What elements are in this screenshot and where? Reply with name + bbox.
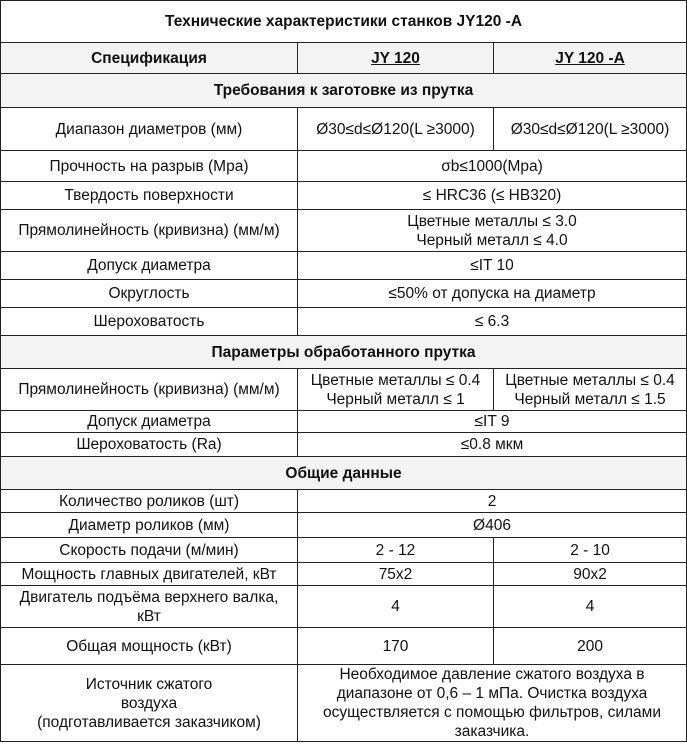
row-value-jy120: Ø30≤d≤Ø120(L ≥3000) [298,108,494,151]
table-row [1,513,687,538]
header-model-jy120a-label: JY 120 -A [555,49,625,67]
value-line: диапазоне от 0,6 – 1 мПа. Очистка воздуха [336,685,648,702]
label-line: (подготавливается заказчиком) [37,713,261,731]
header-spec: Спецификация [1,43,298,74]
table-row [1,433,687,457]
table-row [1,628,687,665]
table-row [1,108,687,151]
row-label: Общая мощность (кВт) [1,628,298,665]
value-line: Черный металл ≤ 1.5 [514,390,666,408]
table-row [1,490,687,513]
section-title-blank-requirements: Требования к заготовке из прутка [1,74,687,108]
row-value-shared: ≤ 6.3 [298,308,687,336]
table-row [1,151,687,182]
row-label [1,665,298,742]
row-label: Шероховатость (Ra) [1,433,298,457]
row-label: Допуск диаметра [1,252,298,280]
row-value-jy120 [298,369,494,411]
row-value-shared: 2 [298,490,687,513]
label-line: воздуха [120,694,178,712]
table-row [1,182,687,210]
value-line: Цветные металлы ≤ 0.4 [310,371,481,389]
row-value-jy120: 2 - 12 [298,538,494,563]
row-value-jy120a: Ø30≤d≤Ø120(L ≥3000) [494,108,687,151]
row-label: Скорость подачи (м/мин) [1,538,298,563]
row-value-shared: ≤IT 9 [298,411,687,433]
value-line: Черный металл ≤ 4.0 [416,231,568,249]
table-row [1,369,687,411]
value-line: заказчика. [454,723,530,740]
row-label: Твердость поверхности [1,182,298,210]
header-model-jy120 [298,43,494,74]
table-row [1,280,687,308]
row-label: Диаметр роликов (мм) [1,513,298,538]
table-title: Технические характеристики станков JY120 -A [1,1,687,43]
row-label: Количество роликов (шт) [1,490,298,513]
row-label: Допуск диаметра [1,411,298,433]
table-row [1,252,687,280]
row-value-jy120: 75x2 [298,563,494,586]
row-label [1,586,298,628]
table-row [1,308,687,336]
row-value-shared: ≤ HRC36 (≤ HB320) [298,182,687,210]
row-value-shared [298,665,687,742]
section-title-general-data: Общие данные [1,457,687,490]
table-row [1,665,687,742]
table-row [1,538,687,563]
value-line: Цветные металлы ≤ 0.4 [505,371,675,389]
row-value-shared: σb≤1000(Mpa) [298,151,687,182]
row-value-shared: ≤50% от допуска на диаметр [298,280,687,308]
section-title-processed-bar: Параметры обработанного прутка [1,336,687,369]
row-label: Шероховатость [1,308,298,336]
label-line: Источник сжатого [85,675,213,693]
row-label: Прямолинейность (кривизна) (мм/м) [1,369,298,411]
value-line: осуществляется с помощью фильтров, силами [323,704,661,721]
row-value-shared: ≤IT 10 [298,252,687,280]
value-line: Необходимое давление сжатого воздуха в [339,666,645,683]
label-line: Двигатель подъёма верхнего валка, [19,588,279,606]
row-value-shared: ≤0.8 мкм [298,433,687,457]
row-value-jy120a: 4 [494,586,687,628]
header-model-jy120a [494,43,687,74]
label-line: кВт [137,607,161,625]
table-row [1,411,687,433]
row-value-shared: Ø406 [298,513,687,538]
row-label: Округлость [1,280,298,308]
table-row [1,210,687,252]
value-line: Черный металл ≤ 1 [326,390,465,408]
row-value-jy120: 170 [298,628,494,665]
row-label: Прямолинейность (кривизна) (мм/м) [1,210,298,252]
row-label: Мощность главных двигателей, кВт [1,563,298,586]
row-label: Прочность на разрыв (Mpa) [1,151,298,182]
row-value-jy120a [494,369,687,411]
table-row [1,586,687,628]
row-value-jy120a: 2 - 10 [494,538,687,563]
header-model-jy120-label: JY 120 [371,49,420,67]
row-value-jy120: 4 [298,586,494,628]
row-value-shared [298,210,687,252]
table-row [1,563,687,586]
row-label: Диапазон диаметров (мм) [1,108,298,151]
value-line: Цветные металлы ≤ 3.0 [407,212,577,230]
row-value-jy120a: 200 [494,628,687,665]
row-value-jy120a: 90x2 [494,563,687,586]
